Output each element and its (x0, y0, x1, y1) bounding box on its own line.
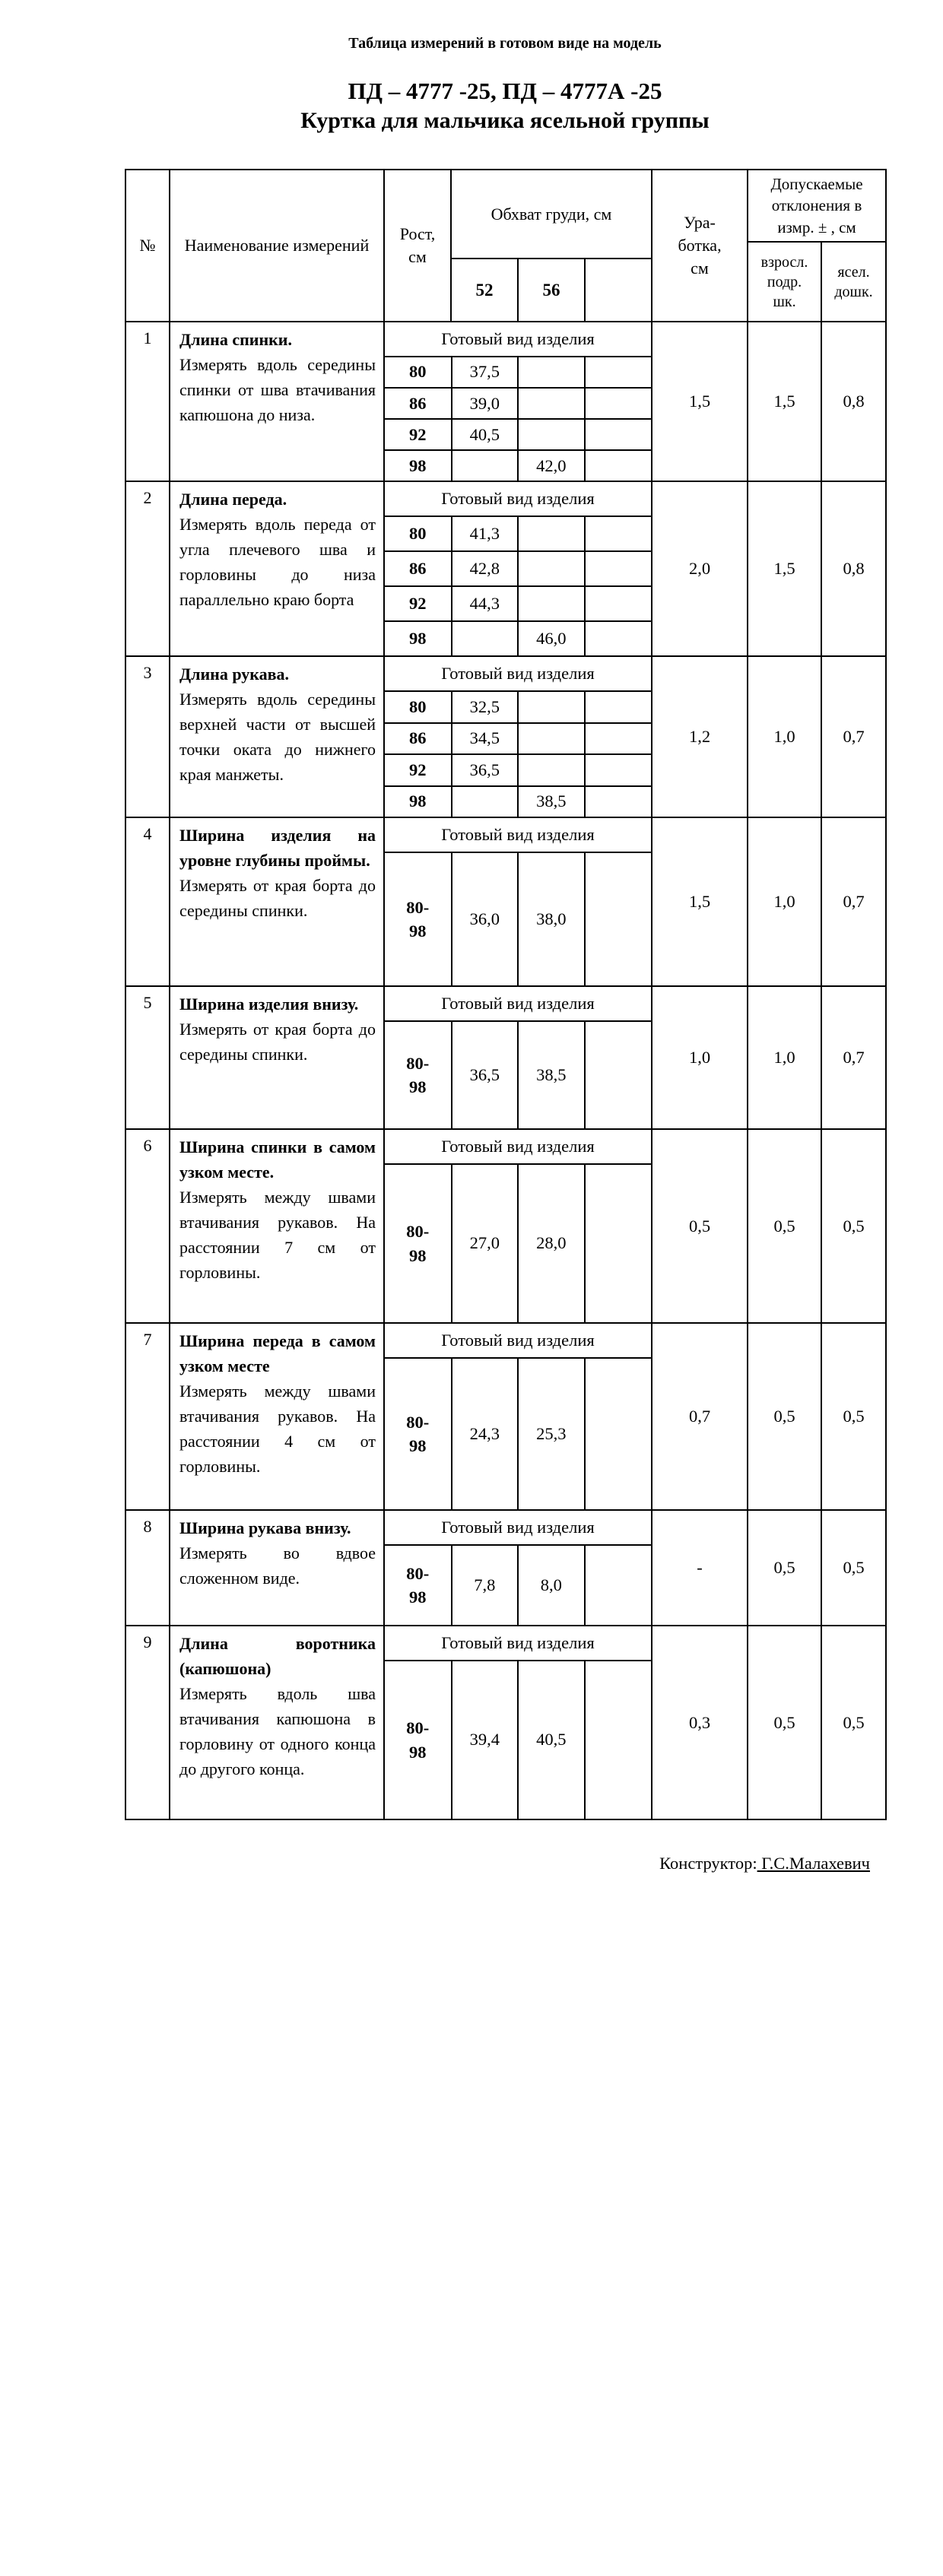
footer-signature-line (125, 1854, 885, 1873)
measurement-description: Измерять вдоль шва втачивания капюшона в горловину от одного конца до другого конца. (179, 1684, 376, 1778)
header-row (125, 170, 886, 242)
height-range-value: 80-98 (385, 1545, 452, 1625)
height-value: 80 (385, 691, 452, 723)
measurement-cell (170, 656, 384, 817)
tolerance-nursery-value: 0,5 (821, 1626, 886, 1819)
measurement-description: Измерять от края борта до середины спинки. (179, 1020, 376, 1064)
size-56-value (518, 419, 585, 450)
header-size-extra (585, 259, 652, 322)
header-shrinkage: Ура-ботка, см (652, 170, 748, 322)
finished-view-label: Готовый вид изделия (441, 1330, 595, 1350)
measurement-description: Измерять вдоль середины верхней части от высшей точки оката до нижнего края манжеты. (179, 690, 376, 784)
size-values-cell (384, 1626, 652, 1819)
finished-view-label: Готовый вид изделия (441, 1517, 595, 1537)
size-56-value (518, 691, 585, 723)
tolerance-adult-value: 0,5 (748, 1129, 821, 1323)
measurement-name: Ширина изделия внизу. (179, 995, 359, 1014)
empty-cell (585, 1021, 652, 1128)
empty-cell (585, 852, 652, 985)
size-values-table (385, 322, 651, 481)
empty-cell (585, 357, 652, 388)
row-number: 6 (125, 1129, 170, 1323)
table-row (125, 481, 886, 656)
shrinkage-value: 1,2 (652, 656, 748, 817)
height-value: 86 (385, 388, 452, 419)
size-52-value (452, 786, 519, 817)
empty-cell (585, 691, 652, 723)
measurement-description: Измерять между швами втачивания рукавов. На расстоянии 7 см от горловины. (179, 1188, 376, 1282)
header-tolerance-adult: взросл. подр. шк. (748, 242, 821, 322)
measurement-cell (170, 322, 384, 481)
measurement-description: Измерять между швами втачивания рукавов. На расстоянии 4 см от горловины. (179, 1382, 376, 1476)
row-number: 8 (125, 1510, 170, 1626)
size-52-value: 32,5 (452, 691, 519, 723)
shrinkage-value: 1,5 (652, 817, 748, 986)
size-52-value: 34,5 (452, 723, 519, 755)
height-value: 92 (385, 754, 452, 786)
tolerance-nursery-value: 0,7 (821, 656, 886, 817)
measurement-name: Длина переда. (179, 490, 287, 509)
header-size-52: 52 (451, 259, 518, 322)
height-value: 98 (385, 621, 452, 655)
size-52-value: 39,4 (452, 1661, 519, 1819)
height-range-value: 80-98 (385, 852, 452, 985)
empty-cell (585, 786, 652, 817)
model-code-heading: ПД – 4777 -25, ПД – 4777А -25 (348, 78, 662, 104)
tolerance-nursery-value: 0,7 (821, 817, 886, 986)
tolerance-adult-value: 0,5 (748, 1323, 821, 1510)
measurement-name: Длина воротника (капюшона) (179, 1634, 376, 1678)
size-52-value (452, 450, 519, 481)
size-56-value: 8,0 (518, 1545, 585, 1625)
table-row (125, 1626, 886, 1819)
measurements-table (125, 169, 887, 1820)
empty-cell (585, 1661, 652, 1819)
size-52-value: 44,3 (452, 586, 519, 621)
size-values-table (385, 482, 651, 655)
tolerance-nursery-value: 0,5 (821, 1129, 886, 1323)
table-row (125, 322, 886, 481)
size-56-value: 38,5 (518, 1021, 585, 1128)
height-value: 86 (385, 723, 452, 755)
size-52-value: 27,0 (452, 1164, 519, 1322)
empty-cell (585, 1358, 652, 1509)
tolerance-nursery-value: 0,8 (821, 481, 886, 656)
empty-cell (585, 419, 652, 450)
size-56-value (518, 723, 585, 755)
size-56-value: 38,5 (518, 786, 585, 817)
size-56-value: 28,0 (518, 1164, 585, 1322)
measurement-cell (170, 1510, 384, 1626)
size-56-value: 40,5 (518, 1661, 585, 1819)
shrinkage-value: 1,5 (652, 322, 748, 481)
constructor-signature: Г.С.Малахевич (757, 1854, 870, 1873)
size-56-value: 38,0 (518, 852, 585, 985)
empty-cell (585, 1545, 652, 1625)
row-number: 5 (125, 986, 170, 1129)
height-value: 80 (385, 516, 452, 551)
empty-cell (585, 516, 652, 551)
document-page (125, 0, 885, 1873)
table-row (125, 1510, 886, 1626)
size-56-value: 42,0 (518, 450, 585, 481)
row-number: 2 (125, 481, 170, 656)
size-52-value: 42,8 (452, 551, 519, 586)
tolerance-nursery-value: 0,5 (821, 1510, 886, 1626)
header-measurement-name: Наименование измерений (170, 170, 384, 322)
height-value: 98 (385, 450, 452, 481)
size-values-cell (384, 481, 652, 656)
measurement-description: Измерять вдоль переда от угла плечевого шва и горловины до низа параллельно краю борта (179, 515, 376, 609)
empty-cell (585, 551, 652, 586)
measurement-name: Длина спинки. (179, 330, 292, 349)
row-number: 9 (125, 1626, 170, 1819)
shrinkage-value: 2,0 (652, 481, 748, 656)
size-56-value: 46,0 (518, 621, 585, 655)
row-number: 4 (125, 817, 170, 986)
measurement-name: Ширина рукава внизу. (179, 1518, 351, 1537)
size-56-value (518, 357, 585, 388)
height-range-value: 80-98 (385, 1164, 452, 1322)
size-56-value (518, 388, 585, 419)
constructor-label: Конструктор: (659, 1854, 757, 1873)
measurement-name: Ширина переда в самом узком месте (179, 1331, 376, 1375)
size-56-value (518, 754, 585, 786)
tolerance-adult-value: 1,5 (748, 481, 821, 656)
empty-cell (585, 723, 652, 755)
finished-view-label: Готовый вид изделия (441, 1136, 595, 1156)
measurement-description: Измерять от края борта до середины спинки. (179, 876, 376, 920)
header-chest: Обхват груди, см (451, 170, 652, 259)
shrinkage-value: 1,0 (652, 986, 748, 1129)
table-row (125, 817, 886, 986)
measurement-cell (170, 1626, 384, 1819)
tolerance-adult-value: 1,0 (748, 656, 821, 817)
size-56-value (518, 551, 585, 586)
height-value: 92 (385, 586, 452, 621)
height-range-value: 80-98 (385, 1661, 452, 1819)
finished-view-label: Готовый вид изделия (441, 1632, 595, 1652)
finished-view-label: Готовый вид изделия (441, 824, 595, 844)
tolerance-nursery-value: 0,8 (821, 322, 886, 481)
table-row (125, 1129, 886, 1323)
size-values-table (385, 657, 651, 817)
table-row (125, 656, 886, 817)
tolerance-adult-value: 1,0 (748, 986, 821, 1129)
row-number: 1 (125, 322, 170, 481)
size-values-table (385, 818, 651, 985)
size-56-value (518, 586, 585, 621)
size-56-value: 25,3 (518, 1358, 585, 1509)
height-value: 86 (385, 551, 452, 586)
height-value: 80 (385, 357, 452, 388)
finished-view-label: Готовый вид изделия (441, 663, 595, 683)
empty-cell (585, 754, 652, 786)
size-52-value: 7,8 (452, 1545, 519, 1625)
measurement-name: Ширина спинки в самом узком месте. (179, 1137, 376, 1182)
header-tolerance: Допускаемые отклонения в измр. ± , см (748, 170, 886, 242)
height-value: 98 (385, 786, 452, 817)
empty-cell (585, 388, 652, 419)
tolerance-adult-value: 1,0 (748, 817, 821, 986)
empty-cell (585, 450, 652, 481)
height-value: 92 (385, 419, 452, 450)
measurement-description: Измерять во вдвое сложенном виде. (179, 1543, 376, 1588)
row-number: 3 (125, 656, 170, 817)
size-52-value: 41,3 (452, 516, 519, 551)
size-values-cell (384, 817, 652, 986)
size-values-table (385, 1324, 651, 1509)
tolerance-adult-value: 0,5 (748, 1626, 821, 1819)
shrinkage-value: 0,7 (652, 1323, 748, 1510)
header-tolerance-nursery: ясел. дошк. (821, 242, 886, 322)
size-values-cell (384, 656, 652, 817)
measurement-cell (170, 1129, 384, 1323)
measurement-cell (170, 817, 384, 986)
tolerance-adult-value: 1,5 (748, 322, 821, 481)
empty-cell (585, 586, 652, 621)
size-values-table (385, 1511, 651, 1625)
page-title: Таблица измерений в готовом виде на модель (348, 35, 662, 52)
tolerance-nursery-value: 0,7 (821, 986, 886, 1129)
shrinkage-value: 0,3 (652, 1626, 748, 1819)
measurement-cell (170, 986, 384, 1129)
table-row (125, 1323, 886, 1510)
header-height: Рост, см (384, 170, 451, 322)
measurement-cell (170, 1323, 384, 1510)
size-values-table (385, 1626, 651, 1819)
tolerance-nursery-value: 0,5 (821, 1323, 886, 1510)
size-52-value (452, 621, 519, 655)
height-range-value: 80-98 (385, 1021, 452, 1128)
measurement-cell (170, 481, 384, 656)
finished-view-label: Готовый вид изделия (441, 993, 595, 1013)
table-row (125, 986, 886, 1129)
size-values-table (385, 1130, 651, 1322)
size-52-value: 36,5 (452, 754, 519, 786)
size-values-cell (384, 1323, 652, 1510)
size-52-value: 36,0 (452, 852, 519, 985)
empty-cell (585, 1164, 652, 1322)
model-name-heading: Куртка для мальчика ясельной группы (300, 108, 710, 133)
size-52-value: 40,5 (452, 419, 519, 450)
header-size-56: 56 (518, 259, 585, 322)
size-values-cell (384, 322, 652, 481)
empty-cell (585, 621, 652, 655)
finished-view-label: Готовый вид изделия (441, 488, 595, 508)
size-56-value (518, 516, 585, 551)
shrinkage-value: - (652, 1510, 748, 1626)
shrinkage-value: 0,5 (652, 1129, 748, 1323)
size-52-value: 36,5 (452, 1021, 519, 1128)
tolerance-adult-value: 0,5 (748, 1510, 821, 1626)
size-values-cell (384, 986, 652, 1129)
size-52-value: 39,0 (452, 388, 519, 419)
size-values-cell (384, 1510, 652, 1626)
size-52-value: 37,5 (452, 357, 519, 388)
size-values-cell (384, 1129, 652, 1323)
height-range-value: 80-98 (385, 1358, 452, 1509)
size-values-table (385, 987, 651, 1128)
size-52-value: 24,3 (452, 1358, 519, 1509)
measurement-name: Длина рукава. (179, 665, 289, 684)
measurement-description: Измерять вдоль середины спинки от шва втачивания капюшона до низа. (179, 355, 376, 424)
row-number: 7 (125, 1323, 170, 1510)
finished-view-label: Готовый вид изделия (441, 328, 595, 348)
measurement-name: Ширина изделия на уровне глубины проймы. (179, 826, 376, 870)
header-num: № (125, 170, 170, 322)
